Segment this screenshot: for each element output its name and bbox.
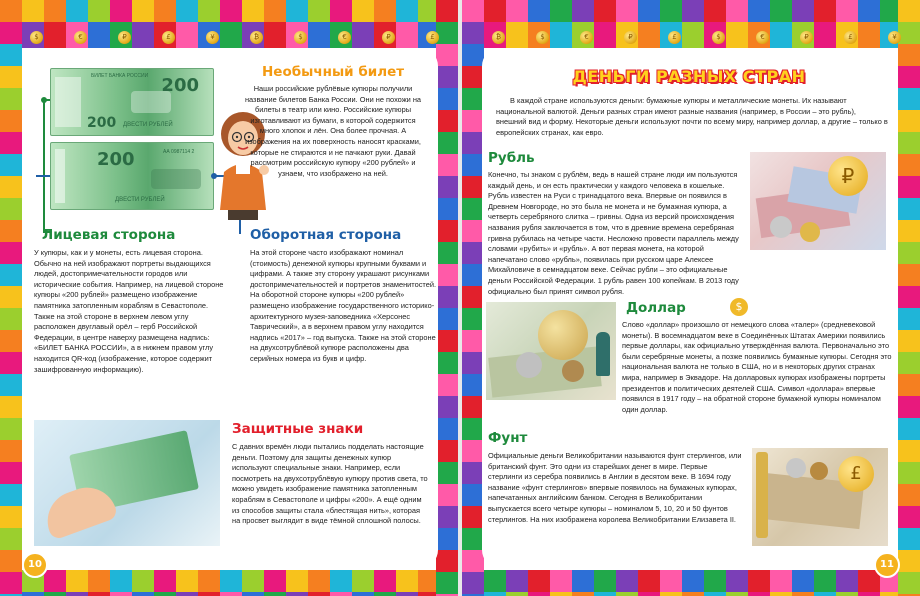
pound-text: Официальные деньги Великобритании называются фунт стерлингов, или британский фунт. Это одни из старейших денег в мире. Первые стерлинги из серебра появились в Англии в десятом веке. В 1694 году название «фунт стерлингов» впервые появилось на бумажных купюрах, напечатанных английским банком. Сегодня в Великобритании выпускается всего четыре купюры – номиналом 5, 10, 20 и 50 фунтов стерлингов. На них изображена королева Великобритании Елизавета II. xyxy=(488,451,742,524)
border-tile xyxy=(0,440,22,462)
border-tile xyxy=(616,0,638,22)
border-tile xyxy=(220,570,242,592)
border-tile xyxy=(462,286,484,308)
border-tile xyxy=(286,592,308,596)
border-tile xyxy=(462,396,484,418)
coin-icon: $ xyxy=(30,31,43,44)
border-tile xyxy=(898,242,920,264)
border-tile xyxy=(352,570,374,592)
border-tile xyxy=(748,592,770,596)
border-tile xyxy=(858,0,880,22)
border-tile xyxy=(898,506,920,528)
border-tile xyxy=(572,592,594,596)
border-tile xyxy=(898,0,920,22)
page-number-right: 11 xyxy=(874,552,900,578)
border-tile xyxy=(898,220,920,242)
coin-icon: ₽ xyxy=(382,31,395,44)
border-tile xyxy=(594,592,616,596)
border-tile xyxy=(550,22,572,48)
ruble-symbol-coin: ₽ xyxy=(828,156,868,196)
border-tile xyxy=(898,440,920,462)
border-tile xyxy=(550,570,572,592)
border-tile xyxy=(436,286,458,308)
border-tile xyxy=(396,570,418,592)
border-tile xyxy=(836,592,858,596)
border-tile xyxy=(198,592,220,596)
border-tile xyxy=(0,550,22,572)
ruble-money-photo xyxy=(750,152,886,250)
border-tile xyxy=(462,330,484,352)
border-tile xyxy=(436,374,458,396)
border-tile xyxy=(198,570,220,592)
border-tile xyxy=(330,592,352,596)
border-tile xyxy=(898,176,920,198)
border-tile xyxy=(726,592,748,596)
border-tile xyxy=(616,570,638,592)
border-tile xyxy=(660,592,682,596)
border-tile xyxy=(484,592,506,596)
security-text: С давних времён люди пытались подделать настоящие деньги. Поэтому для защиты денежных купюр используют специальные знаки. Например, если посмотреть на двухсотрублёвую купюру против света, то можно увидеть изображение памятника затопленным кораблям в Севастополе и цифры «200». А ещё одним из способов защиты стала «блестящая нить», которая на просвет выглядит в виде тёмной сплошной полосы. xyxy=(232,442,428,526)
border-tile xyxy=(436,440,458,462)
border-tile xyxy=(154,592,176,596)
border-tile xyxy=(264,570,286,592)
border-tile xyxy=(436,352,458,374)
border-tile xyxy=(462,506,484,528)
border-tile xyxy=(506,592,528,596)
border-tile xyxy=(660,570,682,592)
border-tile xyxy=(898,418,920,440)
pound-title: Фунт xyxy=(488,430,528,446)
border-tile xyxy=(242,570,264,592)
border-tile xyxy=(0,330,22,352)
border-tile xyxy=(436,506,458,528)
border-tile xyxy=(898,44,920,66)
border-tile xyxy=(858,22,880,48)
border-tile xyxy=(898,198,920,220)
banknote-header: БИЛЕТ БАНКА РОССИИ xyxy=(91,73,149,79)
border-tile xyxy=(436,484,458,506)
border-tile xyxy=(462,462,484,484)
border-tile xyxy=(898,110,920,132)
border-tile xyxy=(898,286,920,308)
border-tile xyxy=(528,570,550,592)
page-title: ДЕНЬГИ РАЗНЫХ СТРАН xyxy=(572,67,806,86)
border-tile xyxy=(898,572,920,594)
front-side-text: У купюры, как и у монеты, есть лицевая сторона. Обычно на ней изображают портреты выдающихся людей, достопримечательности городов или исторические события. Например, на лицевой стороне купюры «200 рублей» размещено изображение памятника затопленным кораблям в Севастополе. Также на этой стороне в верхнем левом углу расположен двуглавый орёл – герб Российской Федерации, в центре наверху размещена надпись: «БИЛЕТ БАНКА РОССИИ», а в нижнем правом углу находится QR-код (изображение, которое содержит зашифрованную информацию). xyxy=(34,248,224,374)
border-tile xyxy=(726,570,748,592)
banknote-serial: АА 0987114 2 xyxy=(163,149,195,155)
border-tile xyxy=(220,592,242,596)
border-tile xyxy=(506,22,528,48)
border-tile xyxy=(770,22,792,48)
border-tile xyxy=(638,22,660,48)
border-tile xyxy=(66,592,88,596)
border-tile xyxy=(44,592,66,596)
coin-icon: £ xyxy=(426,31,439,44)
border-tile xyxy=(0,264,22,286)
border-tile xyxy=(814,22,836,48)
border-tile xyxy=(308,592,330,596)
border-tile xyxy=(462,198,484,220)
banknote-back-denomination: 200 xyxy=(97,149,135,170)
border-tile xyxy=(748,570,770,592)
border-tile xyxy=(898,88,920,110)
border-tile xyxy=(638,570,660,592)
border-tile xyxy=(638,0,660,22)
border-tile xyxy=(462,0,484,22)
border-tile xyxy=(110,592,132,596)
border-tile xyxy=(898,66,920,88)
border-tile xyxy=(0,572,22,594)
border-tile xyxy=(374,570,396,592)
border-tile xyxy=(814,592,836,596)
coin-icon: ₽ xyxy=(118,31,131,44)
pound-money-photo xyxy=(752,448,888,546)
coin-icon: $ xyxy=(294,31,307,44)
border-tile xyxy=(462,242,484,264)
coin-icon: $ xyxy=(712,31,725,44)
border-tile xyxy=(704,570,726,592)
border-tile xyxy=(462,484,484,506)
border-tile xyxy=(436,462,458,484)
border-tile xyxy=(462,264,484,286)
border-tile xyxy=(770,570,792,592)
border-tile xyxy=(770,0,792,22)
coin-icon: £ xyxy=(668,31,681,44)
border-tile xyxy=(462,550,484,572)
border-tile xyxy=(704,0,726,22)
border-tile xyxy=(286,570,308,592)
border-tile xyxy=(858,592,880,596)
border-tile xyxy=(682,570,704,592)
coin-icon: € xyxy=(580,31,593,44)
border-tile xyxy=(0,418,22,440)
border-tile xyxy=(462,418,484,440)
ruble-title: Рубль xyxy=(488,150,535,166)
coin-icon: ₽ xyxy=(800,31,813,44)
banknote-words: ДВЕСТИ РУБЛЕЙ xyxy=(123,122,173,128)
border-tile xyxy=(110,570,132,592)
banknote-light-photo xyxy=(34,420,220,546)
coin-icon: € xyxy=(338,31,351,44)
border-tile xyxy=(898,154,920,176)
intro-text: В каждой стране используются деньги: бумажные купюры и металлические монеты. Их называют национальной валютой. Деньги разных стран имеют разные названия (например, в России – это рубль), внешний вид и форму. Некоторые деньги используют почти по всему миру, например доллар, а другие – только в европейских странах, как евро. xyxy=(496,96,888,137)
border-tile xyxy=(396,592,418,596)
coin-icon: £ xyxy=(844,31,857,44)
border-tile xyxy=(462,308,484,330)
border-tile xyxy=(506,570,528,592)
border-tile xyxy=(898,352,920,374)
border-tile xyxy=(242,592,264,596)
border-tile xyxy=(616,592,638,596)
border-tile xyxy=(132,592,154,596)
border-tile xyxy=(594,0,616,22)
border-tile xyxy=(898,528,920,550)
border-tile xyxy=(0,506,22,528)
border-tile xyxy=(0,308,22,330)
border-tile xyxy=(898,330,920,352)
border-tile xyxy=(0,374,22,396)
border-tile xyxy=(462,572,484,594)
border-tile xyxy=(436,572,458,594)
border-tile xyxy=(0,462,22,484)
border-tile xyxy=(550,0,572,22)
border-tile xyxy=(44,570,66,592)
coin-icon: $ xyxy=(536,31,549,44)
border-tile xyxy=(330,570,352,592)
coin-icon: £ xyxy=(162,31,175,44)
front-side-title: Лицевая сторона xyxy=(42,227,176,243)
coin-icon: € xyxy=(756,31,769,44)
border-tile xyxy=(898,396,920,418)
border-tile xyxy=(88,592,110,596)
border-tile xyxy=(462,88,484,110)
border-tile xyxy=(436,418,458,440)
border-tile xyxy=(898,462,920,484)
page-number-left: 10 xyxy=(22,552,48,578)
border-tile xyxy=(436,308,458,330)
border-tile xyxy=(132,570,154,592)
coin-icon: ¥ xyxy=(206,31,219,44)
coin-icon: ₿ xyxy=(250,31,263,44)
border-tile xyxy=(898,308,920,330)
dollar-title: Доллар xyxy=(626,300,686,316)
unusual-ticket-title: Необычный билет xyxy=(262,64,405,80)
border-tile xyxy=(550,592,572,596)
left-page xyxy=(0,0,458,596)
border-tile xyxy=(814,570,836,592)
coin-icon: € xyxy=(74,31,87,44)
border-tile xyxy=(462,22,484,44)
border-tile xyxy=(462,352,484,374)
border-tile xyxy=(176,592,198,596)
border-tile xyxy=(594,22,616,48)
banknote-back-words: ДВЕСТИ РУБЛЕЙ xyxy=(115,197,165,203)
ruble-text: Конечно, ты знаком с рублём, ведь в нашей стране люди им пользуются каждый день, и он есть практически у каждого человека в кошельке. Рубль известен на Руси с тринадцатого века. Впервые он появился в Древнем Новгороде, но это была не монета и не бумажная купюра, а четверть серебряного слитка – гривны. Одна из версий происхождения названия рубля заключается в том, что в древние времена серебряная гривна рубилась на четыре части. Несложно провести параллель между словами «рубить» и «рубль». А вот первая монета, на которой напечатано слово «рубль», появилась при русском царе Алексее Михайловиче в семнадцатом веке. Сейчас рубли – это официальные деньги Российской Федерации. 1 рубль равен 100 копейкам. В 2013 году официально был принят символ рубля. xyxy=(488,170,739,296)
border-tile xyxy=(638,592,660,596)
border-tile xyxy=(898,132,920,154)
border-tile xyxy=(682,22,704,48)
border-tile xyxy=(436,528,458,550)
border-tile xyxy=(660,0,682,22)
border-tile xyxy=(836,0,858,22)
border-tile xyxy=(462,528,484,550)
border-tile xyxy=(462,176,484,198)
border-tile xyxy=(462,374,484,396)
border-tile xyxy=(0,528,22,550)
border-tile xyxy=(814,0,836,22)
border-tile xyxy=(748,0,770,22)
border-tile xyxy=(462,154,484,176)
border-tile xyxy=(66,570,88,592)
border-tile xyxy=(528,0,550,22)
dollar-symbol-badge: $ xyxy=(730,298,748,316)
unusual-ticket-text: Наши российские рублёвые купюры получили название билетов Банка России. Они не похожи на билеты в театр или кино. Российские купюры изготавливают из бумаги, в которой содержится много хлопок и лён. Она более прочная. А изображения на их поверхность наносят красками, которые не стираются и не пачкают руки. Давай рассмотрим российскую купюру «200 рублей» и узнаем, что изображено на ней. xyxy=(244,84,422,178)
border-tile xyxy=(484,0,506,22)
border-tile xyxy=(0,396,22,418)
border-tile xyxy=(682,0,704,22)
border-tile xyxy=(682,592,704,596)
border-tile xyxy=(436,264,458,286)
border-tile xyxy=(462,440,484,462)
border-tile xyxy=(792,592,814,596)
pound-symbol-coin: £ xyxy=(838,456,874,492)
border-tile xyxy=(436,396,458,418)
border-tile xyxy=(436,330,458,352)
border-tile xyxy=(792,0,814,22)
back-side-title: Оборотная сторона xyxy=(250,227,402,243)
border-tile xyxy=(462,132,484,154)
border-tile xyxy=(462,44,484,66)
border-tile xyxy=(154,570,176,592)
border-tile xyxy=(462,110,484,132)
border-tile xyxy=(264,592,286,596)
border-tile xyxy=(898,374,920,396)
border-tile xyxy=(462,66,484,88)
border-tile xyxy=(792,570,814,592)
border-tile xyxy=(726,0,748,22)
border-tile xyxy=(898,22,920,44)
border-tile xyxy=(0,484,22,506)
border-tile xyxy=(436,550,458,572)
border-tile xyxy=(0,352,22,374)
coin-icon: ¥ xyxy=(888,31,901,44)
border-tile xyxy=(704,592,726,596)
dollar-text: Слово «доллар» произошло от немецкого слова «талер» (средневековой монеты). В восемнадцатом веке в Соединённых Штатах Америки появились первые доллары, как официально утверждённая валюта. Первоначально это были серебряные монеты, а позже появились бумажные купюры. Сегодня это национальная валюта не только в США, но и в некоторых других странах мира, например в Эквадоре. На долларовых купюрах изображены портреты президентов и политических деятелей США. Символ «доллара» впервые появился в 1917 году – на обратной стороне бумажной купюры номиналом один доллар. xyxy=(622,320,892,414)
border-tile xyxy=(0,286,22,308)
border-tile xyxy=(898,550,920,572)
banknote-denomination-small: 200 xyxy=(87,115,117,131)
border-tile xyxy=(22,592,44,596)
border-tile xyxy=(176,570,198,592)
border-tile xyxy=(352,592,374,596)
coin-icon: ₿ xyxy=(492,31,505,44)
border-tile xyxy=(898,264,920,286)
border-tile xyxy=(528,592,550,596)
border-tile xyxy=(898,484,920,506)
border-tile xyxy=(770,592,792,596)
border-tile xyxy=(572,0,594,22)
right-page xyxy=(462,0,920,596)
coin-icon: ₽ xyxy=(624,31,637,44)
back-side-text: На этой стороне часто изображают номинал (стоимость) денежной купюры крупными буквами и цифрами. А также эту сторону украшают рисунками достопримечательностей и портретов знаменитостей. На оборотной стороне купюры «200 рублей» размещено изображение государственного историко-архитектурного музея-заповедника «Херсонес Таврический», а в верхнем правом углу находится надпись «2017» – год выпуска. Также на этой стороне на двухсотрублёвой купюре расположены два серийных номера из букв и цифр. xyxy=(250,248,437,363)
border-tile xyxy=(462,220,484,242)
banknote-denomination: 200 xyxy=(161,75,199,96)
border-tile xyxy=(726,22,748,48)
border-tile xyxy=(572,570,594,592)
security-title: Защитные знаки xyxy=(232,421,364,437)
border-tile xyxy=(836,570,858,592)
border-tile xyxy=(308,570,330,592)
border-tile xyxy=(594,570,616,592)
border-tile xyxy=(506,0,528,22)
border-tile xyxy=(374,592,396,596)
border-tile xyxy=(484,570,506,592)
border-tile xyxy=(88,570,110,592)
dollar-money-photo xyxy=(486,302,616,400)
